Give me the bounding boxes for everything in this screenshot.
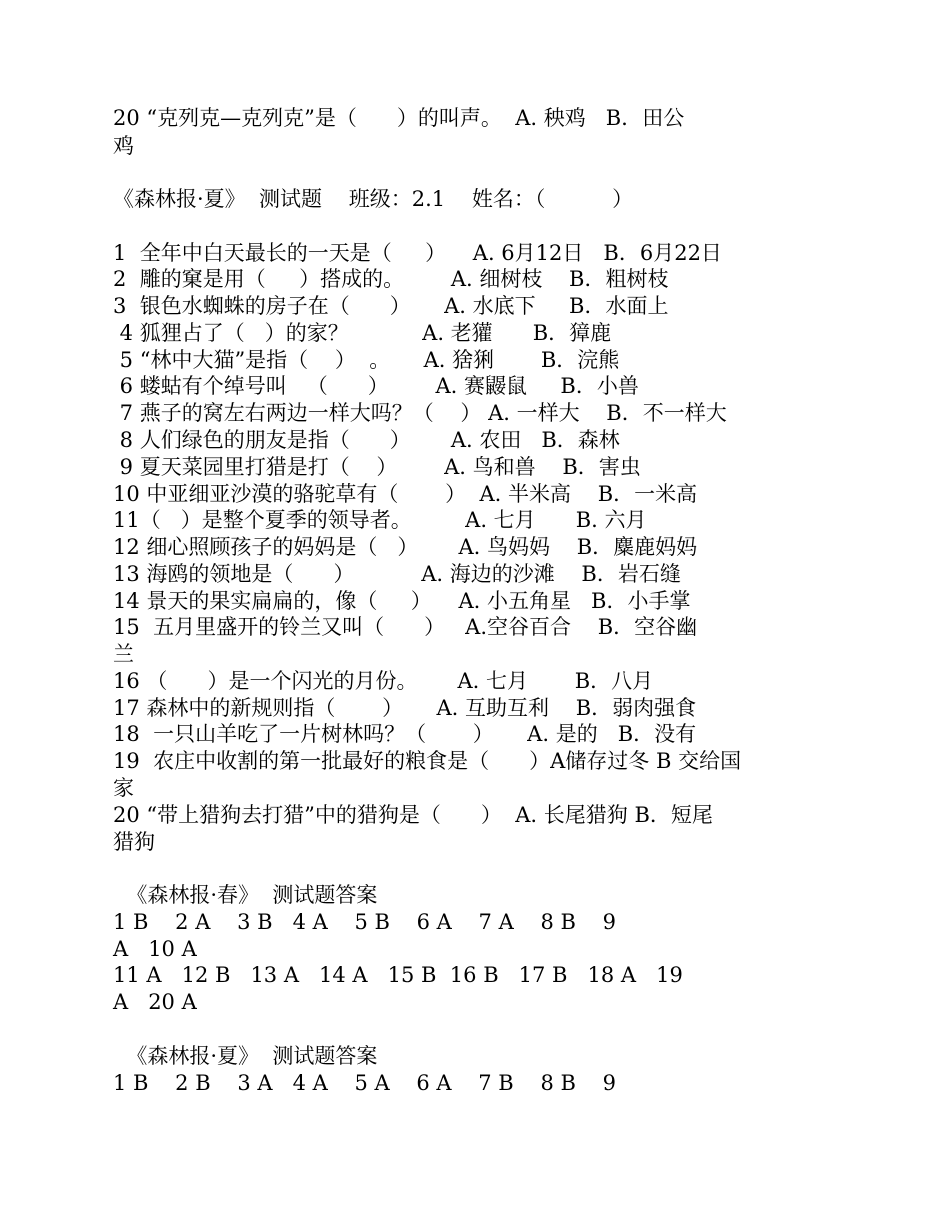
question-10: 10 中亚细亚沙漠的骆驼草有（ ） A. 半米高 B．一米高 <box>113 482 698 506</box>
question-9: 9 夏天菜园里打猎是打（ ） A. 鸟和兽 B．害虫 <box>113 455 641 479</box>
question-7: 7 燕子的窝左右两边一样大吗？（ ） A. 一样大 B．不一样大 <box>113 401 727 425</box>
question-2: 2 雕的窠是用（ ）搭成的。 A. 细树枝 B．粗树枝 <box>113 267 669 291</box>
answer-header-summer: 《森林报·夏》 测试题答案 <box>113 1044 378 1068</box>
question-16: 16 （ ）是一个闪光的月份。 A. 七月 B．八月 <box>113 669 654 693</box>
question-17: 17 森林中的新规则指（ ） A. 互助互利 B．弱肉强食 <box>113 696 697 720</box>
question-20-prev-cont: 鸡 <box>113 134 134 158</box>
question-5: 5 “林中大猫”是指（ ） 。 A. 猞猁 B．浣熊 <box>113 348 620 372</box>
question-14: 14 景天的果实扁扁的，像（ ） A. 小五角星 B．小手掌 <box>113 589 691 613</box>
question-18: 18 一只山羊吃了一片树林吗？（ ） A. 是的 B．没有 <box>113 722 697 746</box>
question-4: 4 狐狸占了（ ）的家？ A. 老獾 B．獐鹿 <box>113 321 612 345</box>
question-13: 13 海鸥的领地是（ ） A. 海边的沙滩 B．岩石缝 <box>113 562 681 586</box>
answer-header-spring: 《森林报·春》 测试题答案 <box>113 883 378 907</box>
question-20-cont: 猎狗 <box>113 830 155 854</box>
answer-row-summer-1: 1 B 2 B 3 A 4 A 5 A 6 A 7 B 8 B 9 <box>113 1071 616 1095</box>
test-header-summer: 《森林报·夏》 测试题 班级：2.1 姓名：（ ） <box>113 187 634 211</box>
question-19-cont: 家 <box>113 776 134 800</box>
answer-row-spring-1-cont: A 10 A <box>113 937 197 961</box>
question-20: 20 “带上猎狗去打猎”中的猎狗是（ ） A. 长尾猎狗 B．短尾 <box>113 803 713 827</box>
question-11: 11（ ）是整个夏季的领导者。 A. 七月 B. 六月 <box>113 508 647 532</box>
question-6: 6 蝼蛄有个绰号叫 （ ） A. 赛鼹鼠 B．小兽 <box>113 374 639 398</box>
question-12: 12 细心照顾孩子的妈妈是（ ） A. 鸟妈妈 B．麋鹿妈妈 <box>113 535 698 559</box>
question-3: 3 银色水蜘蛛的房子在（ ） A. 水底下 B．水面上 <box>113 294 669 318</box>
question-15-cont: 兰 <box>113 642 134 666</box>
question-1: 1 全年中白天最长的一天是（ ） A. 6月12日 B．6月22日 <box>113 241 722 265</box>
question-15: 15 五月里盛开的铃兰又叫（ ） A.空谷百合 B．空谷幽 <box>113 615 698 639</box>
answer-row-spring-1: 1 B 2 A 3 B 4 A 5 B 6 A 7 A 8 B 9 <box>113 910 616 934</box>
question-8: 8 人们绿色的朋友是指（ ） A. 农田 B．森林 <box>113 428 620 452</box>
question-19: 19 农庄中收割的第一批最好的粮食是（ ）A储存过冬 B 交给国 <box>113 749 742 773</box>
answer-row-spring-2-cont: A 20 A <box>113 990 197 1014</box>
question-20-prev: 20 “克列克—克列克”是（ ）的叫声。 A. 秧鸡 B．田公 <box>113 106 685 130</box>
answer-row-spring-2: 11 A 12 B 13 A 14 A 15 B 16 B 17 B 18 A 19 <box>113 963 683 987</box>
